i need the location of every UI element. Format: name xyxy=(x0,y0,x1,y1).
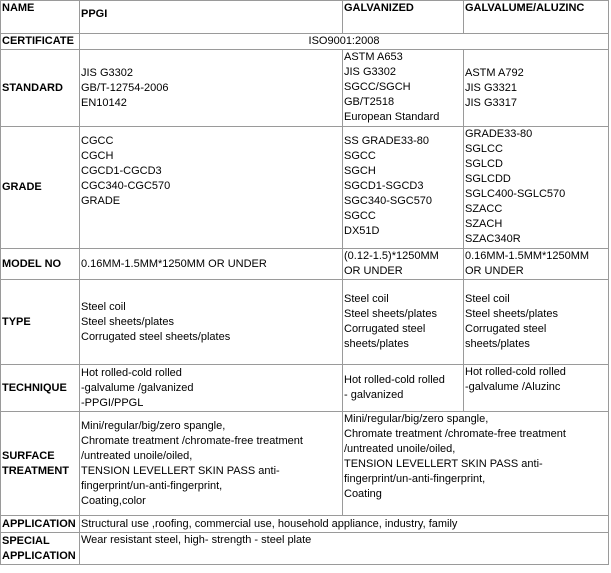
model-ppgi: 0.16MM-1.5MM*1250MM OR UNDER xyxy=(80,249,343,280)
grade-row xyxy=(1,127,609,249)
grade-ppgi: CGCC CGCH CGCD1-CGCD3 CGC340-CGC570 GRADE xyxy=(80,127,343,249)
surface-galvanized-galvalume: Mini/regular/big/zero spangle, Chromate treatment /chromate-free treatment /untreated unoile/oiled, TENSION LEVELLERT SKIN PASS anti- fingerprint/un-anti-fingerprint, Coating xyxy=(343,412,609,516)
header-galvanized: GALVANIZED xyxy=(343,1,464,34)
application-row xyxy=(1,516,609,533)
type-label: TYPE xyxy=(1,280,80,365)
technique-label: TECHNIQUE xyxy=(1,365,80,412)
technique-row xyxy=(1,365,609,412)
technique-galvanized: Hot rolled-cold rolled - galvanized xyxy=(343,365,464,412)
special-application-row xyxy=(1,533,609,565)
surface-row xyxy=(1,412,609,516)
header-ppgi: PPGI xyxy=(80,1,343,34)
surface-ppgi: Mini/regular/big/zero spangle, Chromate treatment /chromate-free treatment /untreated unoile/oiled, TENSION LEVELLERT SKIN PASS anti- fingerprint/un-anti-fingerprint, Coating,color xyxy=(80,412,343,516)
standard-galvalume: ASTM A792 JIS G3321 JIS G3317 xyxy=(464,50,609,127)
technique-ppgi: Hot rolled-cold rolled -galvalume /galvanized -PPGI/PPGL xyxy=(80,365,343,412)
application-label: APPLICATION xyxy=(1,516,80,533)
standard-ppgi: JIS G3302 GB/T-12754-2006 EN10142 xyxy=(80,50,343,127)
standard-label: STANDARD xyxy=(1,50,80,127)
technique-galvalume: Hot rolled-cold rolled -galvalume /Aluzinc xyxy=(464,365,609,412)
model-row xyxy=(1,249,609,280)
application-value: Structural use ,roofing, commercial use, household appliance, industry, family xyxy=(80,516,609,533)
special-application-value: Wear resistant steel, high- strength - steel plate xyxy=(80,533,609,565)
special-application-label: SPECIAL APPLICATION xyxy=(1,533,80,565)
header-row xyxy=(1,1,609,34)
type-galvalume: Steel coil Steel sheets/plates Corrugated steel sheets/plates xyxy=(464,280,609,365)
header-name: NAME xyxy=(1,1,80,34)
certificate-row xyxy=(1,34,609,50)
type-ppgi: Steel coil Steel sheets/plates Corrugated steel sheets/plates xyxy=(80,280,343,365)
standard-galvanized: ASTM A653 JIS G3302 SGCC/SGCH GB/T2518 European Standard xyxy=(343,50,464,127)
grade-galvalume: GRADE33-80 SGLCC SGLCD SGLCDD SGLC400-SGLC570 SZACC SZACH SZAC340R xyxy=(464,127,609,249)
surface-label: SURFACE TREATMENT xyxy=(1,412,80,516)
model-galvanized: (0.12-1.5)*1250MM OR UNDER xyxy=(343,249,464,280)
type-galvanized: Steel coil Steel sheets/plates Corrugated steel sheets/plates xyxy=(343,280,464,365)
model-label: MODEL NO xyxy=(1,249,80,280)
model-galvalume: 0.16MM-1.5MM*1250MM OR UNDER xyxy=(464,249,609,280)
type-row xyxy=(1,280,609,365)
grade-label: GRADE xyxy=(1,127,80,249)
certificate-label: CERTIFICATE xyxy=(1,34,80,50)
standard-row xyxy=(1,50,609,127)
grade-galvanized: SS GRADE33-80 SGCC SGCH SGCD1-SGCD3 SGC340-SGC570 SGCC DX51D xyxy=(343,127,464,249)
header-galvalume: GALVALUME/ALUZINC xyxy=(464,1,609,34)
certificate-value: ISO9001:2008 xyxy=(80,34,609,50)
